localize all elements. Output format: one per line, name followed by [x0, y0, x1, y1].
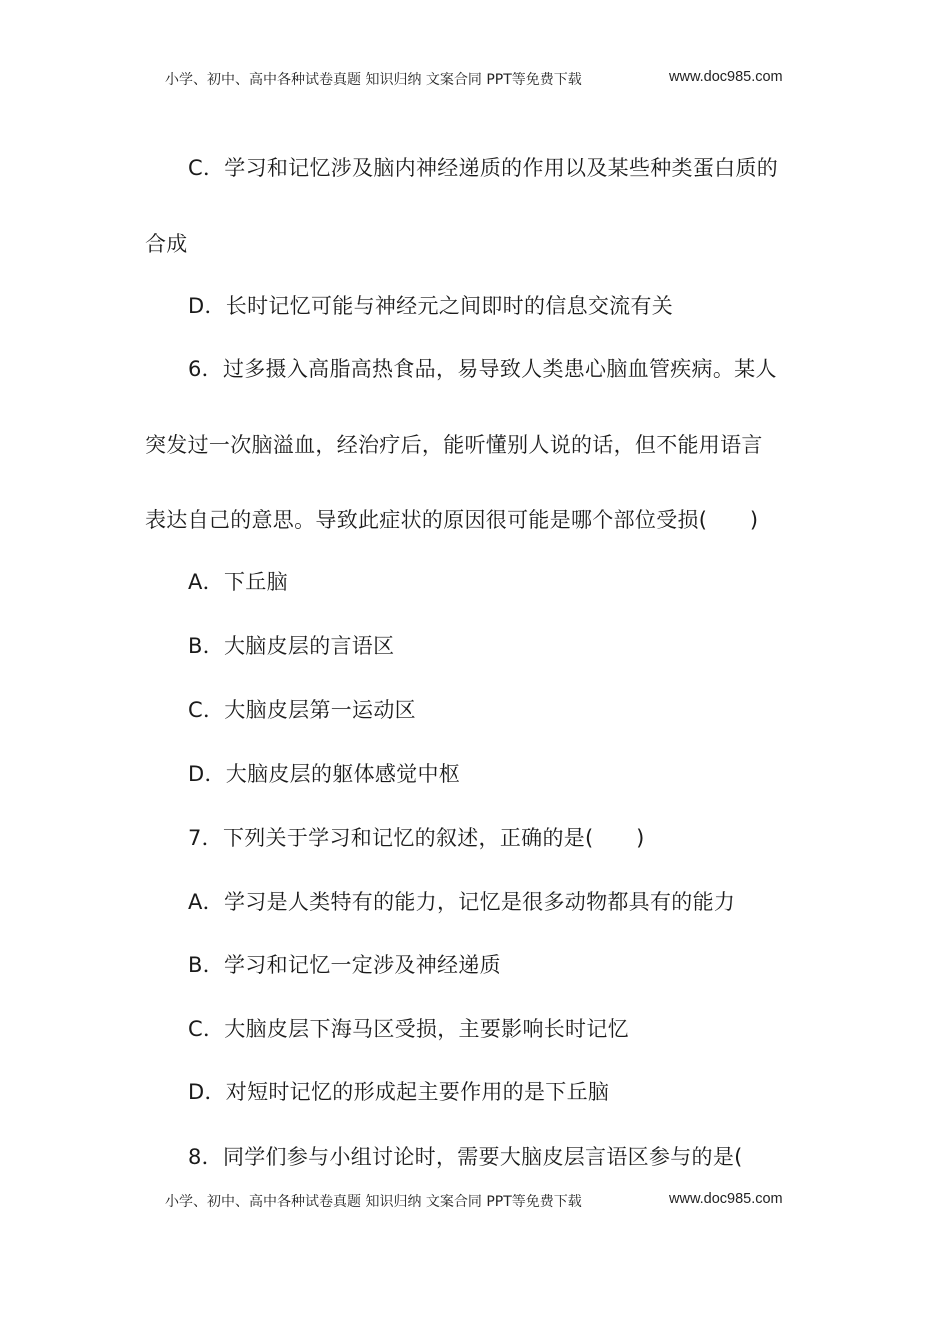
q6-option-d: D．大脑皮层的躯体感觉中枢 [188, 762, 461, 786]
q6-option-a: A．下丘脑 [188, 570, 288, 594]
q7-stem: 7．下列关于学习和记忆的叙述，正确的是( ) [188, 826, 645, 850]
q7-option-a: A．学习是人类特有的能力，记忆是很多动物都具有的能力 [188, 890, 736, 914]
q7-option-d: D．对短时记忆的形成起主要作用的是下丘脑 [188, 1080, 610, 1104]
q7-option-b: B．学习和记忆一定涉及神经递质 [188, 953, 501, 977]
q6-option-b: B．大脑皮层的言语区 [188, 634, 395, 658]
q6-option-c: C．大脑皮层第一运动区 [188, 698, 416, 722]
q5-option-c-line2: 合成 [145, 232, 188, 256]
footer-text: 小学、初中、高中各种试卷真题 知识归纳 文案合同 PPT等免费下载 [165, 1194, 582, 1210]
header-text: 小学、初中、高中各种试卷真题 知识归纳 文案合同 PPT等免费下载 [165, 72, 582, 88]
q6-stem-line1: 6．过多摄入高脂高热食品，易导致人类患心脑血管疾病。某人 [188, 357, 777, 381]
q6-stem-line3: 表达自己的意思。导致此症状的原因很可能是哪个部位受损( ) [145, 508, 759, 532]
q7-option-c: C．大脑皮层下海马区受损，主要影响长时记忆 [188, 1017, 629, 1041]
q6-stem-line2: 突发过一次脑溢血，经治疗后，能听懂别人说的话，但不能用语言 [145, 433, 763, 457]
q5-option-d: D．长时记忆可能与神经元之间即时的信息交流有关 [188, 294, 674, 318]
header-url[interactable]: www.doc985.com [669, 69, 783, 85]
q8-stem: 8．同学们参与小组讨论时，需要大脑皮层言语区参与的是( [188, 1145, 743, 1169]
footer-url[interactable]: www.doc985.com [669, 1191, 783, 1207]
q5-option-c-line1: C．学习和记忆涉及脑内神经递质的作用以及某些种类蛋白质的 [188, 156, 779, 180]
